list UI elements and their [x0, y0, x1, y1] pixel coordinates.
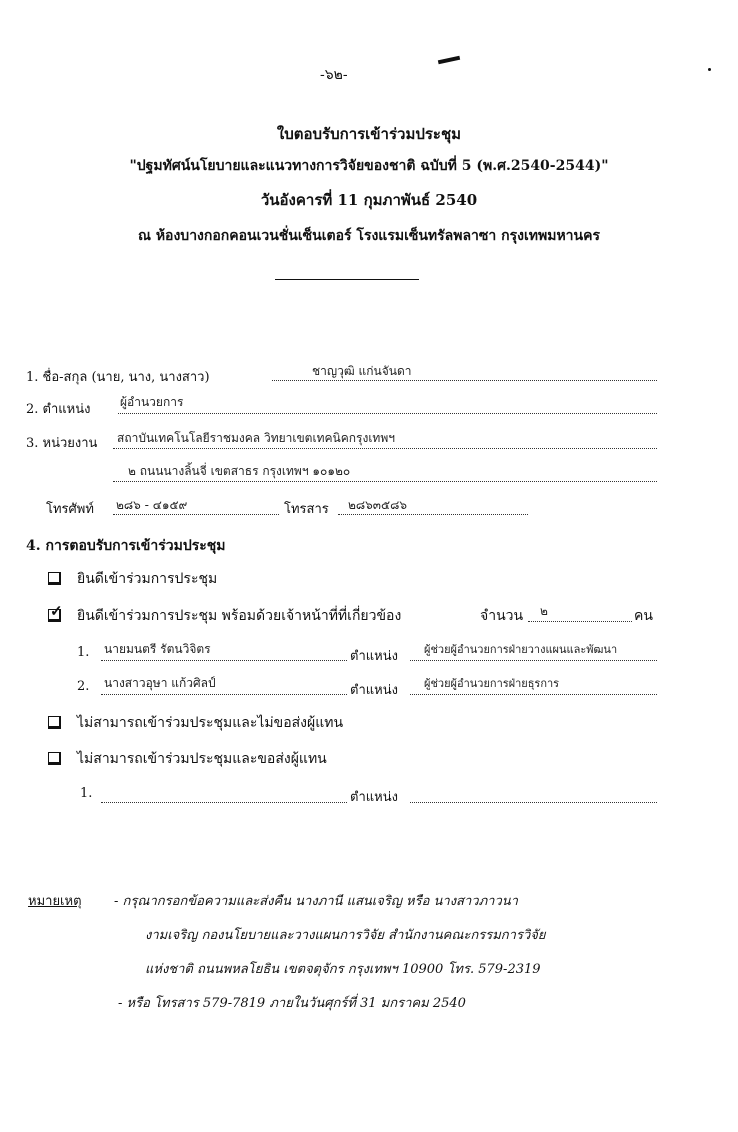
- name-field[interactable]: ชาญวุฒิ แก่นจันดา: [312, 364, 412, 378]
- agency-label: 3. หน่วยงาน: [26, 436, 98, 451]
- option1-label: ยินดีเข้าร่วมการประชุม: [77, 571, 218, 587]
- attendee-1-number: 1.: [77, 645, 90, 660]
- position-field-line: [118, 413, 657, 414]
- checkmark-icon: ✓: [50, 602, 63, 620]
- note-line-3: แห่งชาติ ถนนพหลโยธิน เขตจตุจักร กรุงเทพฯ 10900 โทร. 579-2319: [145, 962, 541, 977]
- conference-name: "ปฐมทัศน์นโยบายและแนวทางการวิจัยของชาติ ฉบับที่ 5 (พ.ศ.2540-2544)": [129, 158, 609, 174]
- delegate-name-line[interactable]: [101, 802, 347, 803]
- ink-dot: [708, 68, 711, 71]
- agency-field-line2[interactable]: ๒ ถนนนางลิ้นจี่ เขตสาธร กรุงเทพฯ ๑๐๑๒๐: [128, 464, 351, 478]
- form-title: ใบตอบรับการเข้าร่วมประชุม: [276, 125, 462, 143]
- attendee-2-position-line: [410, 694, 657, 695]
- option2-checkbox[interactable]: [48, 602, 63, 622]
- fax-field[interactable]: ๒๘๖๓๕๘๖: [348, 498, 407, 512]
- count-label: จำนวน: [480, 608, 524, 624]
- attendee-1-position[interactable]: ผู้ช่วยผู้อำนวยการฝ่ายวางแผนและพัฒนา: [424, 643, 618, 656]
- option3-label: ไม่สามารถเข้าร่วมประชุมและไม่ขอส่งผู้แทน: [77, 715, 344, 731]
- count-field[interactable]: ๒: [540, 604, 548, 618]
- agency-field-line-2: [113, 481, 657, 482]
- phone-field[interactable]: ๒๘๖ - ๔๑๕๙: [116, 498, 188, 512]
- count-field-line: [528, 621, 632, 622]
- delegate-position-label: ตำแหน่ง: [350, 790, 398, 805]
- delegate-position-line[interactable]: [410, 802, 657, 803]
- fax-label: โทรสาร: [284, 502, 329, 517]
- ink-mark: [438, 56, 460, 64]
- option1-checkbox[interactable]: [48, 572, 61, 585]
- position-label: 2. ตำแหน่ง: [26, 402, 91, 417]
- note-label: หมายเหตุ: [28, 894, 82, 909]
- count-unit: คน: [634, 608, 653, 624]
- phone-label: โทรศัพท์: [46, 502, 94, 517]
- attendee-2-name[interactable]: นางสาวอุษา แก้วศิลป์: [104, 676, 216, 690]
- attendee-2-number: 2.: [77, 679, 90, 694]
- page-number: -๖๒-: [320, 67, 348, 83]
- agency-field-line-1: [113, 448, 657, 449]
- attendee-1-name[interactable]: นายมนตรี รัตนวิจิตร: [104, 642, 211, 656]
- delegate-number: 1.: [80, 786, 93, 801]
- agency-field-line1[interactable]: สถาบันเทคโนโลยีราชมงคล วิทยาเขตเทคนิคกรุงเทพฯ: [117, 431, 395, 445]
- note-line-4: - หรือ โทรสาร 579-7819 ภายในวันศุกร์ที่ 31 มกราคม 2540: [118, 996, 466, 1011]
- attendee-1-position-label: ตำแหน่ง: [350, 649, 398, 664]
- note-line-1: - กรุณากรอกข้อความและส่งคืน นางภานี แสนเจริญ หรือ นางสาวภาวนา: [114, 894, 518, 909]
- option4-label: ไม่สามารถเข้าร่วมประชุมและขอส่งผู้แทน: [77, 751, 327, 767]
- response-heading: 4. การตอบรับการเข้าร่วมประชุม: [26, 538, 226, 554]
- header-rule: [275, 279, 419, 280]
- conference-venue: ณ ห้องบางกอกคอนเวนชั่นเซ็นเตอร์ โรงแรมเซ็นทรัลพลาซา กรุงเทพมหานคร: [137, 228, 601, 244]
- attendee-1-name-line: [101, 660, 347, 661]
- option4-checkbox[interactable]: [48, 752, 61, 765]
- attendee-2-position-label: ตำแหน่ง: [350, 683, 398, 698]
- note-line-2: งามเจริญ กองนโยบายและวางแผนการวิจัย สำนักงานคณะกรรมการวิจัย: [145, 928, 546, 943]
- attendee-2-name-line: [101, 694, 347, 695]
- attendee-2-position[interactable]: ผู้ช่วยผู้อำนวยการฝ่ายธุรการ: [424, 677, 560, 690]
- name-label: 1. ชื่อ-สกุล (นาย, นาง, นางสาว): [26, 370, 210, 385]
- option3-checkbox[interactable]: [48, 716, 61, 729]
- option2-label: ยินดีเข้าร่วมการประชุม พร้อมด้วยเจ้าหน้าที่ที่เกี่ยวข้อง: [77, 608, 402, 624]
- position-field[interactable]: ผู้อำนวยการ: [120, 395, 184, 409]
- conference-date: วันอังคารที่ 11 กุมภาพันธ์ 2540: [260, 191, 478, 209]
- attendee-1-position-line: [410, 660, 657, 661]
